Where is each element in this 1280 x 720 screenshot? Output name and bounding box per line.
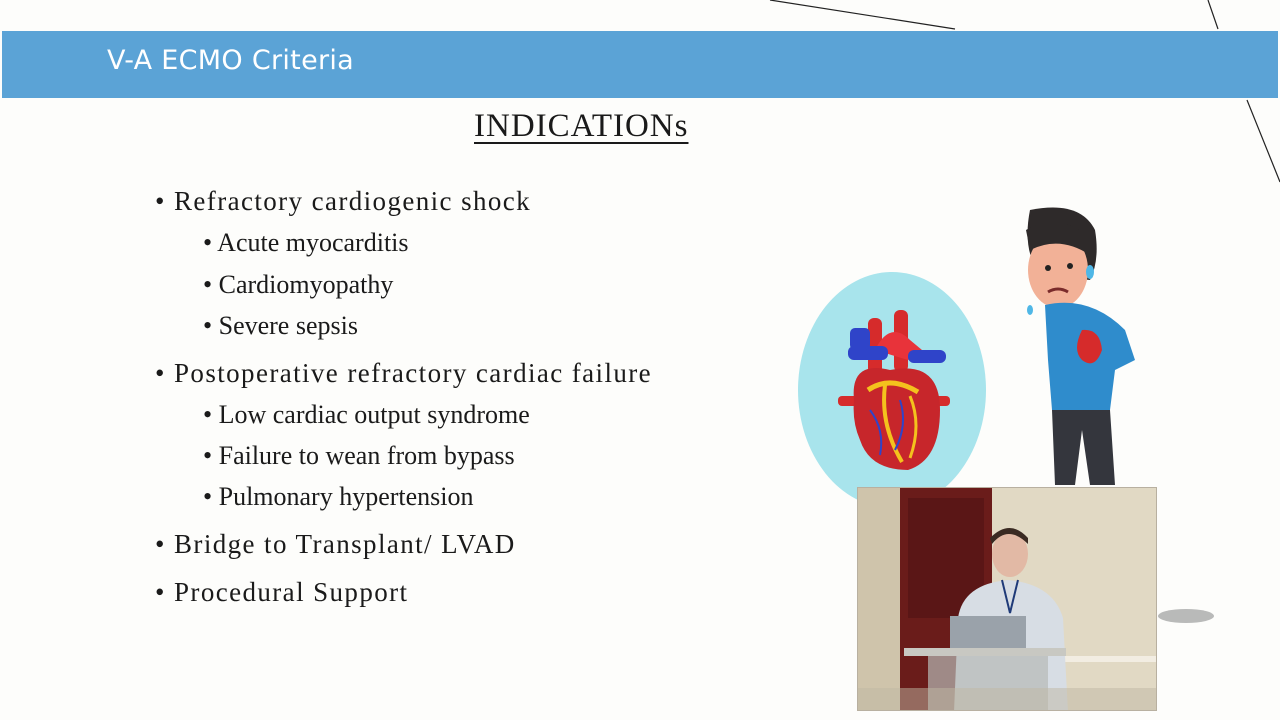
sub-bullet-item: • Acute myocarditis	[203, 228, 409, 257]
bullet-item: • Bridge to Transplant/ LVAD	[155, 529, 516, 559]
sub-bullet-item: • Cardiomyopathy	[203, 270, 394, 299]
person-chest-pain-icon	[1026, 208, 1135, 486]
sub-bullet-item: • Severe sepsis	[203, 311, 358, 340]
bullet-item: • Postoperative refractory cardiac failure	[155, 358, 653, 388]
speaker-video-frame	[858, 488, 1157, 711]
sub-bullet-item: • Pulmonary hypertension	[203, 482, 474, 511]
shadow-shape	[1158, 609, 1214, 623]
sub-bullet-item: • Failure to wean from bypass	[203, 441, 515, 470]
slide-title-bar	[2, 31, 1278, 98]
speaker-video	[857, 487, 1157, 711]
bullet-item: • Refractory cardiogenic shock	[155, 186, 532, 216]
slide-subtitle: INDICATIONs	[474, 108, 689, 144]
heart-illustration	[790, 200, 1170, 500]
sub-bullet-item: • Low cardiac output syndrome	[203, 400, 530, 429]
slide-title: V-A ECMO Criteria	[107, 45, 355, 76]
bullet-item: • Procedural Support	[155, 577, 409, 607]
